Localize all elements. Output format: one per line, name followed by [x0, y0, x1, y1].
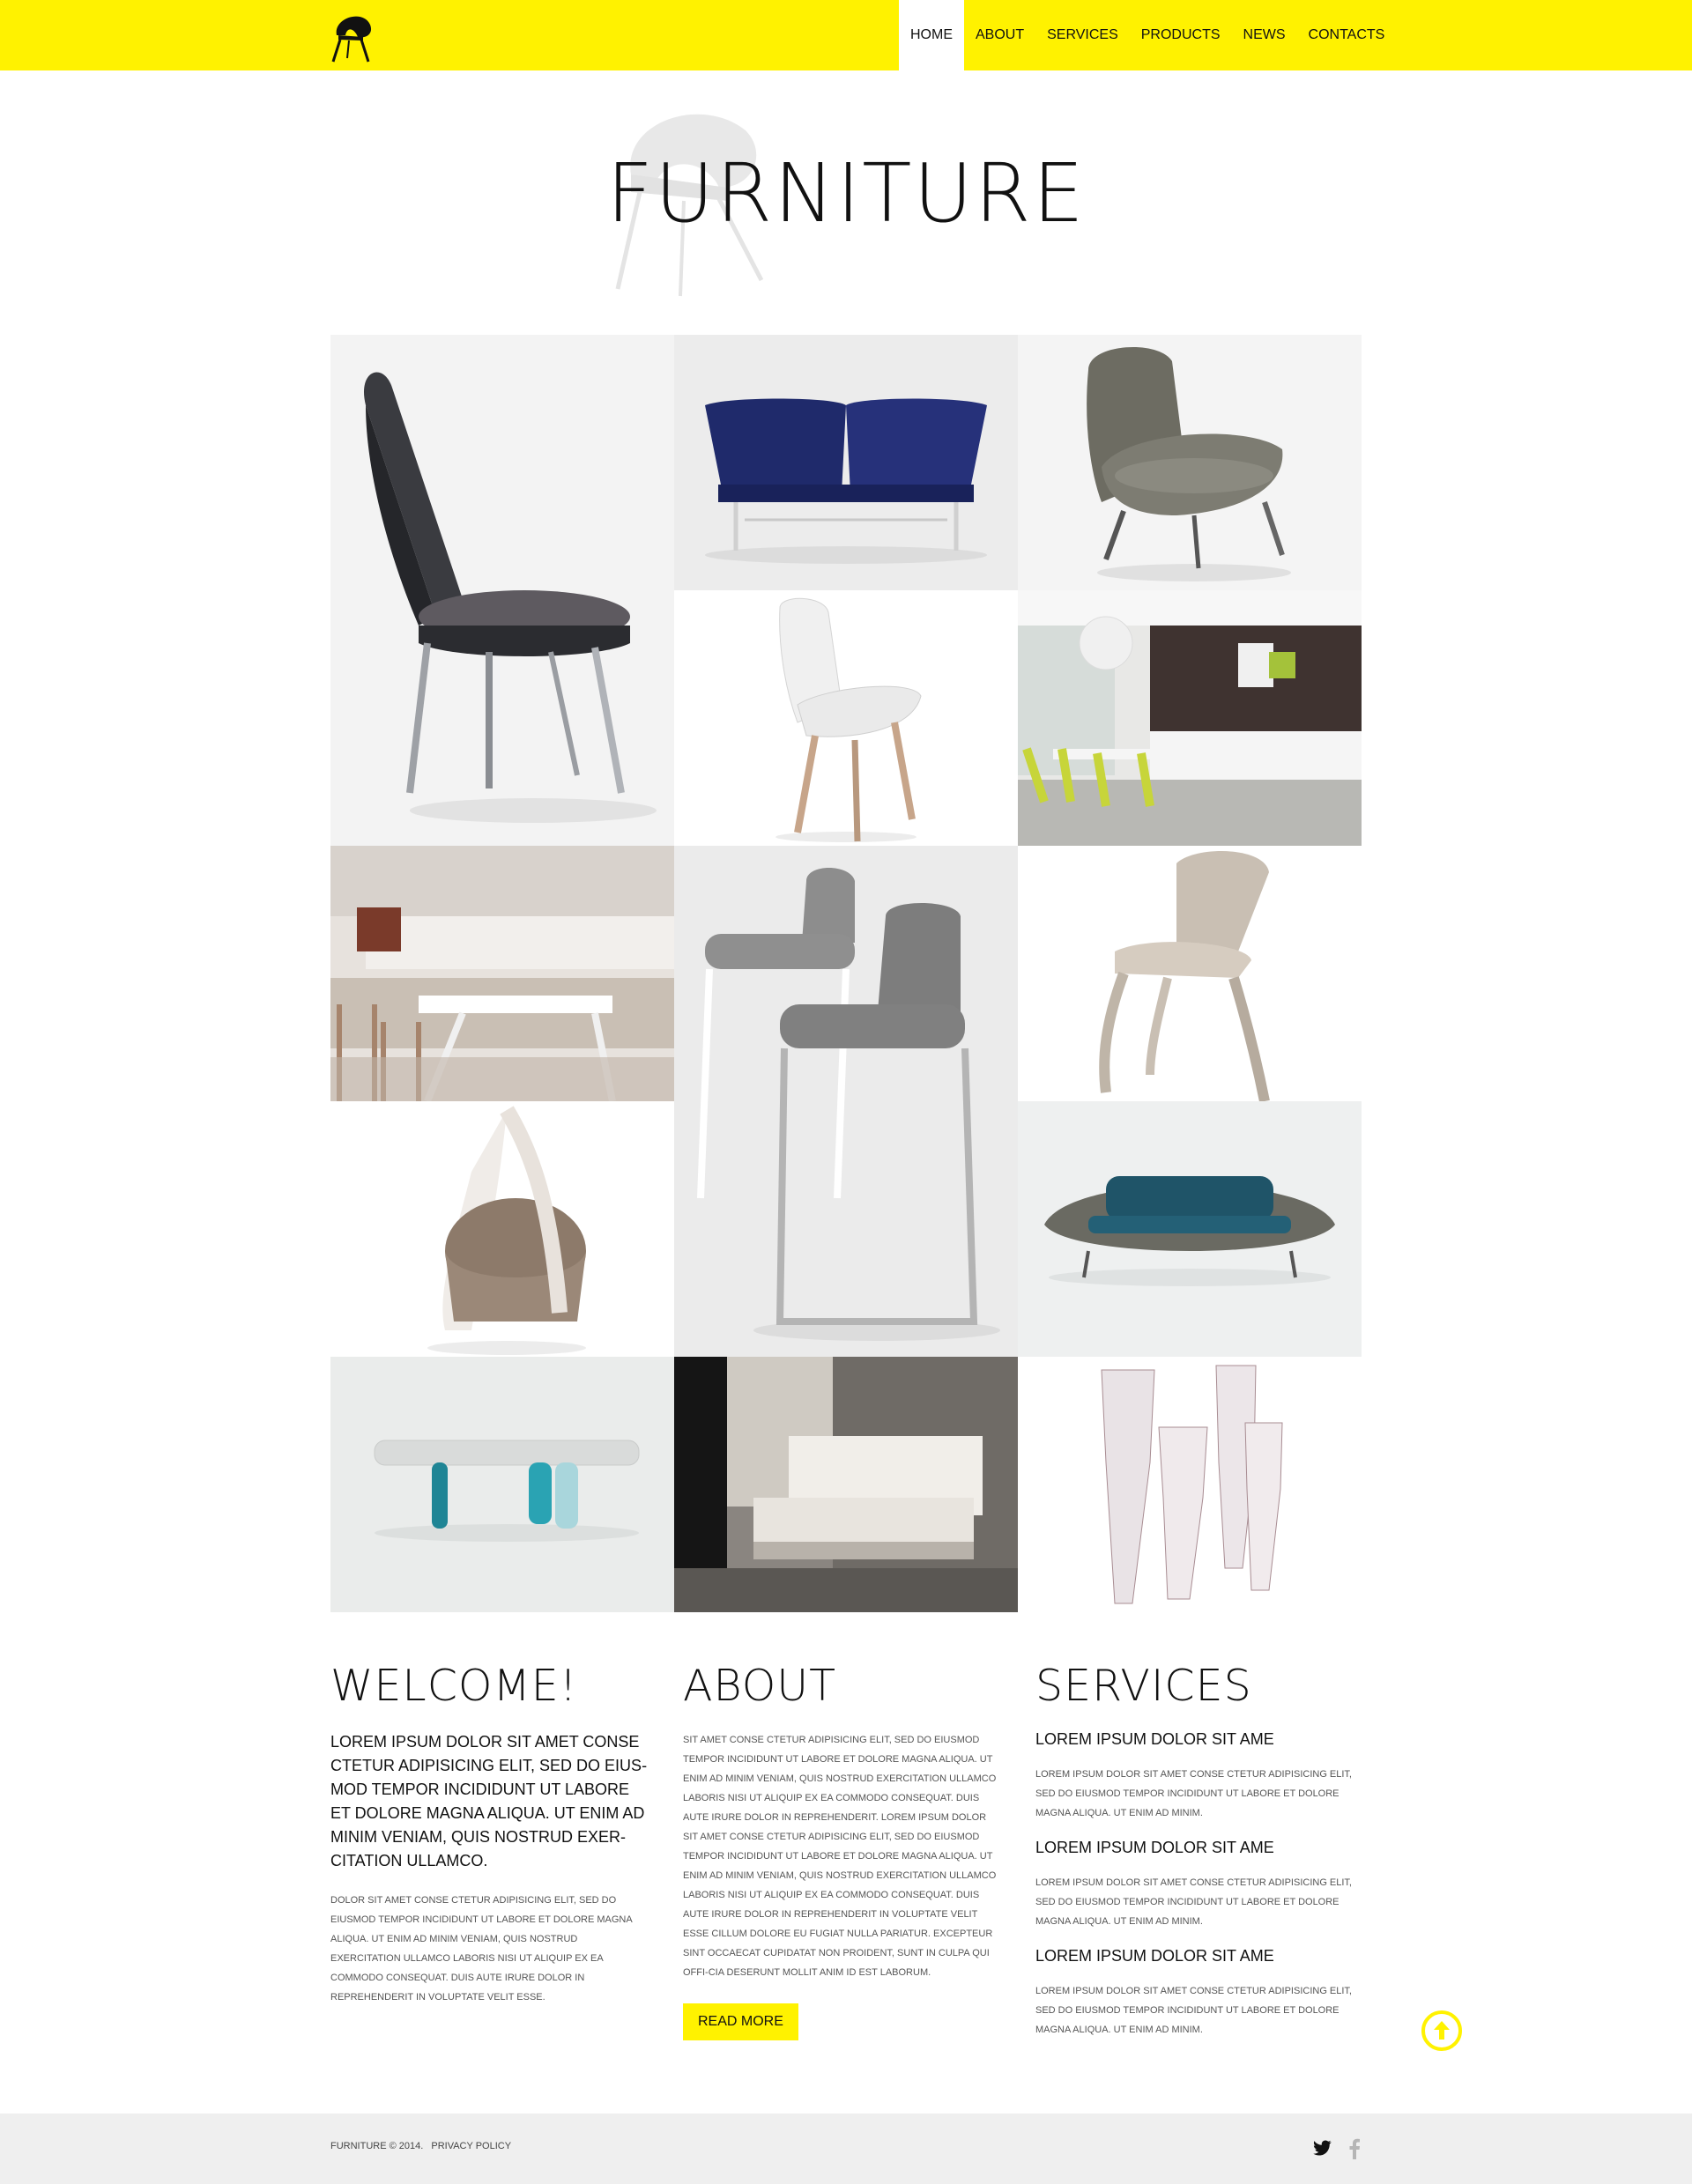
- service-heading[interactable]: LOREM IPSUM DOLOR SIT AME: [1035, 1730, 1274, 1748]
- leather-dining-chair-image[interactable]: [330, 335, 674, 846]
- copyright-text: FURNITURE © 2014.: [330, 2141, 424, 2151]
- teal-sofa-image[interactable]: [1018, 1101, 1362, 1357]
- grey-armchair-image[interactable]: [1018, 335, 1362, 590]
- nav-services[interactable]: SERVICES: [1047, 27, 1118, 42]
- modern-kitchen-image[interactable]: [330, 846, 674, 1101]
- chair-logo-icon[interactable]: [328, 9, 377, 63]
- wooden-chair-image[interactable]: [1018, 846, 1362, 1101]
- service-heading[interactable]: LOREM IPSUM DOLOR SIT AME: [1035, 1839, 1274, 1856]
- bar-stools-image[interactable]: [674, 846, 1018, 1357]
- about-section: [683, 1661, 1000, 2040]
- nav-contacts[interactable]: CONTACTS: [1308, 27, 1385, 42]
- arrow-up-circle-icon: [1425, 2014, 1458, 2047]
- service-text: LOREM IPSUM DOLOR SIT AMET CONSE CTETUR ADIPISICING ELIT, SED DO EIUSMOD TEMPOR INCIDIDUNT UT LABORE ET DOLORE MAGNA ALIQUA. UT ENIM AD MINIM.: [1035, 1877, 1352, 1927]
- baby-cradle-image[interactable]: [330, 1101, 674, 1357]
- hero-section: [0, 70, 1692, 335]
- about-title: ABOUT: [683, 1661, 837, 1711]
- welcome-lead: LOREM IPSUM DOLOR SIT AMET CONSE CTETUR ADIPISICING ELIT, SED DO EIUS-MOD TEMPOR INCIDIDUNT UT LABORE ET DOLORE MAGNA ALIQUA. UT ENIM AD MINIM VENIAM, QUIS NOSTRUD EXER-CITATION ULLAMCO.: [330, 1733, 648, 1869]
- page-title: FURNITURE: [606, 146, 1086, 241]
- facebook-icon[interactable]: [1348, 2138, 1361, 2159]
- services-section: [1035, 1661, 1353, 2055]
- service-heading[interactable]: LOREM IPSUM DOLOR SIT AME: [1035, 1947, 1274, 1965]
- twitter-icon[interactable]: [1313, 2140, 1332, 2158]
- main-nav: [899, 0, 1396, 70]
- welcome-section: [330, 1661, 648, 2007]
- services-title: SERVICES: [1035, 1661, 1252, 1711]
- table-image[interactable]: [330, 1357, 674, 1612]
- footer-copyright: [330, 2141, 516, 2151]
- product-gallery: [330, 335, 1362, 1612]
- nav-news[interactable]: NEWS: [1243, 27, 1286, 42]
- welcome-body: DOLOR SIT AMET CONSE CTETUR ADIPISICING ELIT, SED DO EIUSMOD TEMPOR INCIDIDUNT UT LABORE ET DOLORE MAGNA ALIQUA. UT ENIM AD MINIM VENIAM, QUIS NOSTRUD EXERCITATION ULLAMCO LABORIS NISI UT ALIQUIP EX EA COMMODO CONSEQUAT. DUIS AUTE IRURE DOLOR IN REPREHENDERIT IN VOLUPTATE VELIT ESSE.: [330, 1895, 633, 2003]
- welcome-title: WELCOME!: [330, 1661, 578, 1711]
- site-header: [0, 0, 1692, 70]
- bedroom-image[interactable]: [674, 1357, 1018, 1612]
- read-more-button[interactable]: READ MORE: [683, 2003, 798, 2040]
- nav-products[interactable]: PRODUCTS: [1140, 27, 1221, 42]
- privacy-policy-link[interactable]: PRIVACY POLICY: [431, 2141, 512, 2151]
- site-footer: [0, 2114, 1692, 2184]
- service-text: LOREM IPSUM DOLOR SIT AMET CONSE CTETUR ADIPISICING ELIT, SED DO EIUSMOD TEMPOR INCIDIDUNT UT LABORE ET DOLORE MAGNA ALIQUA. UT ENIM AD MINIM.: [1035, 1986, 1352, 2035]
- scroll-to-top-button[interactable]: [1421, 2010, 1462, 2051]
- about-body: SIT AMET CONSE CTETUR ADIPISICING ELIT, SED DO EIUSMOD TEMPOR INCIDIDUNT UT LABORE ET DOLORE MAGNA ALIQUA. UT ENIM AD MINIM VENIAM, QUIS NOSTRUD EXERCITATION ULLAMCO LABORIS NISI UT ALIQUIP EX EA COMMODO CONSEQUAT. DUIS AUTE IRURE DOLOR IN REPREHENDERIT. LOREM IPSUM DOLOR SIT AMET CONSE CTETUR ADIPISICING ELIT, SED DO EIUSMOD TEMPOR INCIDIDUNT UT LABORE ET DOLORE MAGNA ALIQUA. UT ENIM AD MINIM VENIAM, QUIS NOSTRUD EXERCITATION ULLAMCO LABORIS NISI UT ALIQUIP EX EA COMMODO CONSEQUAT. DUIS AUTE IRURE DOLOR IN REPREHENDERIT IN VOLUPTATE VELIT ESSE CILLUM DOLORE EU FUGIAT NULLA PARIATUR. EXCEPTEUR SINT OCCAECAT CUPIDATAT NON PROIDENT, SUNT IN CULPA QUI OFFI-CIA DESERUNT MOLLIT ANIM ID EST LABORUM.: [683, 1735, 997, 1978]
- white-shell-chair-image[interactable]: [674, 590, 1018, 846]
- service-text: LOREM IPSUM DOLOR SIT AMET CONSE CTETUR ADIPISICING ELIT, SED DO EIUSMOD TEMPOR INCIDIDUNT UT LABORE ET DOLORE MAGNA ALIQUA. UT ENIM AD MINIM.: [1035, 1769, 1352, 1818]
- blue-loveseat-image[interactable]: [674, 335, 1018, 590]
- floor-lamps-image[interactable]: [1018, 1357, 1362, 1612]
- nav-home[interactable]: HOME: [899, 0, 964, 70]
- nav-about[interactable]: ABOUT: [976, 27, 1025, 42]
- kitchen-yellow-chairs-image[interactable]: [1018, 590, 1362, 846]
